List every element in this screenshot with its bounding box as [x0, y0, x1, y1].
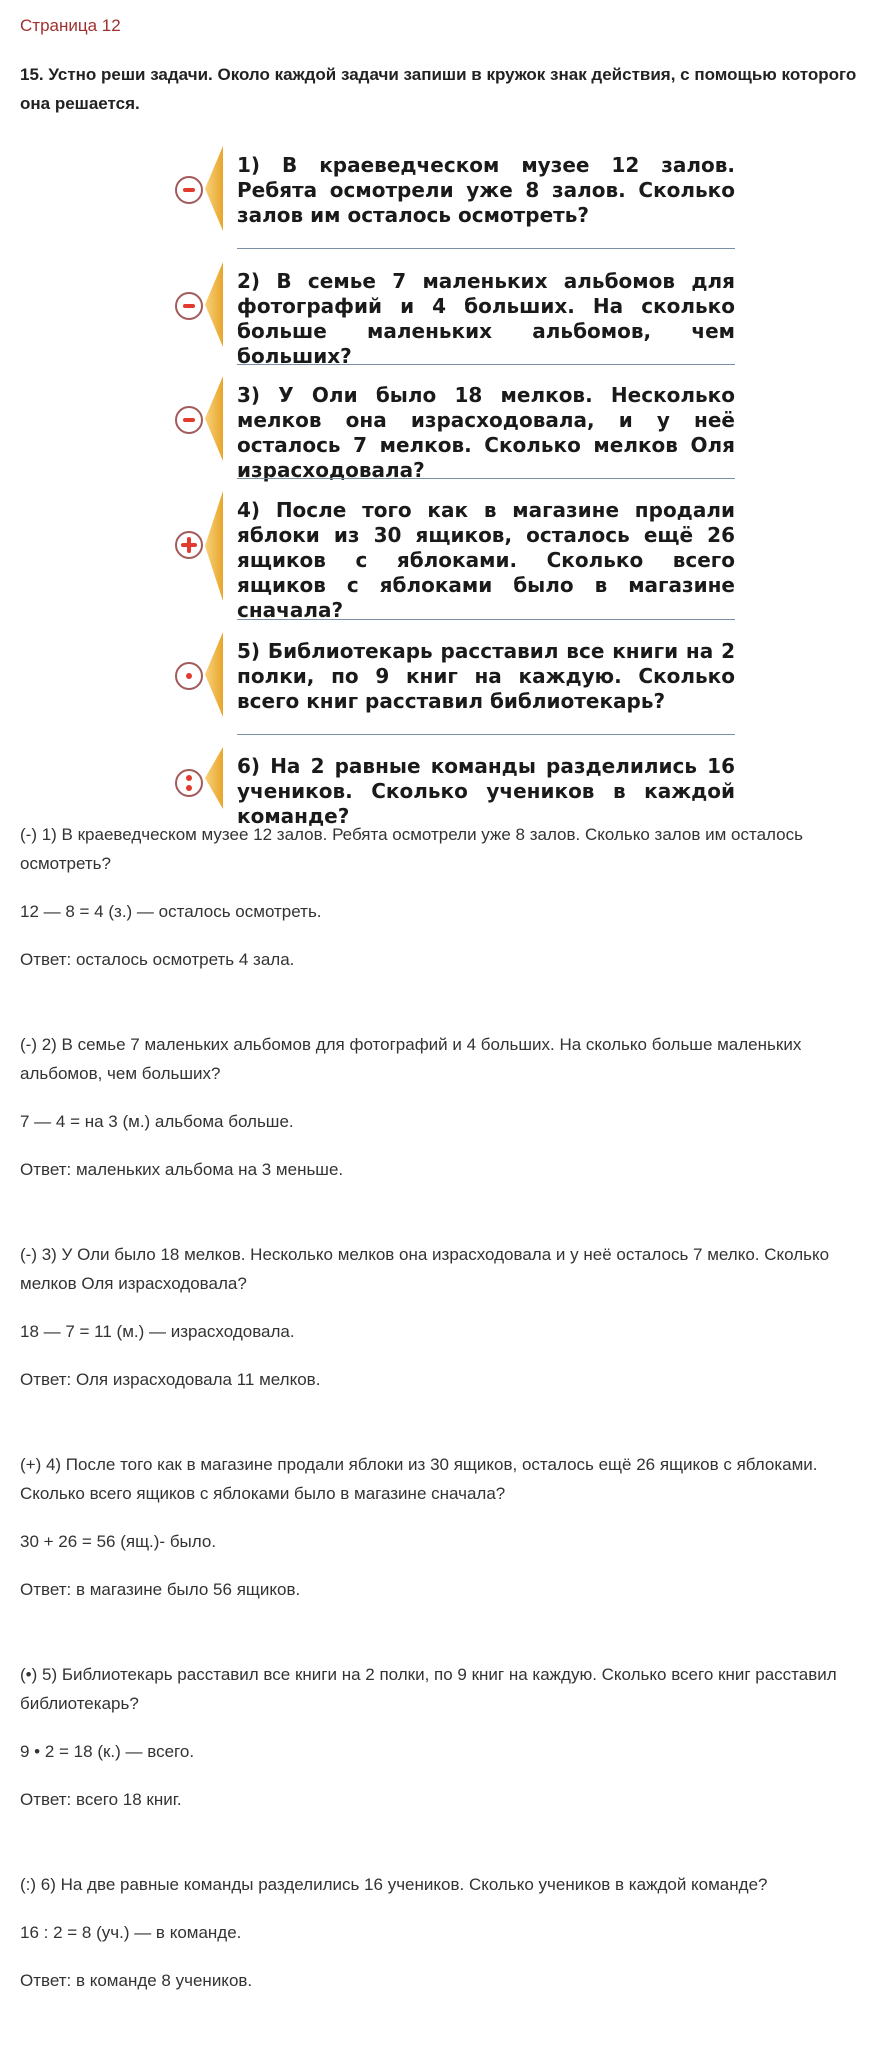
solution-equation: 7 — 4 = на 3 (м.) альбома больше. — [20, 1112, 294, 1131]
solution-answer: Ответ: осталось осмотреть 4 зала. — [20, 950, 295, 969]
problem-text: 6) На 2 равные команды разделились 16 учеников. Сколько учеников в каждой команде? — [237, 754, 735, 828]
problem-separator — [237, 478, 735, 479]
dot-sign-icon — [175, 662, 203, 690]
solution-answer: Ответ: в магазине было 56 ящиков. — [20, 1580, 301, 1599]
divide-sign-icon — [175, 769, 203, 797]
problem-separator — [237, 364, 735, 365]
problem-tab — [205, 747, 223, 809]
problem-tab — [205, 262, 223, 347]
problem-text: 1) В краеведческом музее 12 залов. Ребята осмотрели уже 8 залов. Сколько залов им осталось осмотреть? — [237, 153, 735, 227]
solution-question: (-) 2) В семье 7 маленьких альбомов для фотографий и 4 больших. На сколько больше маленьких альбомов, чем больших? — [20, 1035, 802, 1083]
problem-separator — [237, 248, 735, 249]
solution-question: (-) 3) У Оли было 18 мелков. Несколько мелков она израсходовала и у неё осталось 7 мелко. Сколько мелков Оля израсходовала? — [20, 1245, 830, 1293]
solution-equation: 16 : 2 = 8 (уч.) — в команде. — [20, 1923, 242, 1942]
solution-block — [20, 820, 870, 974]
solution-block — [20, 1240, 870, 1394]
task-heading: 15. Устно реши задачи. Около каждой задачи запиши в кружок знак действия, с помощью которого она решается. — [20, 65, 857, 113]
problem-tab — [205, 632, 223, 717]
problem-tab — [205, 376, 223, 461]
solution-block — [20, 1870, 870, 1995]
solution-equation: 9 • 2 = 18 (к.) — всего. — [20, 1742, 195, 1761]
problem-separator — [237, 734, 735, 735]
problem-tab — [205, 146, 223, 231]
solution-question: (+) 4) После того как в магазине продали яблоки из 30 ящиков, осталось ещё 26 ящиков с яблоками. Сколько всего ящиков с яблоками было в магазине сначала? — [20, 1455, 818, 1503]
solution-question: (:) 6) На две равные команды разделились 16 учеников. Сколько учеников в каждой команде? — [20, 1875, 768, 1894]
problem-text: 2) В семье 7 маленьких альбомов для фотографий и 4 больших. На сколько больше маленьких альбомов, чем больших? — [237, 269, 735, 368]
solution-answer: Ответ: в команде 8 учеников. — [20, 1971, 253, 1990]
solution-block — [20, 1660, 870, 1814]
solution-block — [20, 1030, 870, 1184]
minus-sign-icon — [175, 176, 203, 204]
problem-text: 4) После того как в магазине продали яблоки из 30 ящиков, осталось ещё 26 ящиков с яблоками. Сколько всего ящиков с яблоками было в магазине сначала? — [237, 498, 735, 622]
solution-equation: 30 + 26 = 56 (ящ.)- было. — [20, 1532, 217, 1551]
solutions — [20, 820, 870, 2051]
plus-sign-icon — [175, 531, 203, 559]
problem-separator — [237, 619, 735, 620]
solution-equation: 12 — 8 = 4 (з.) — осталось осмотреть. — [20, 902, 322, 921]
solution-question: (-) 1) В краеведческом музее 12 залов. Ребята осмотрели уже 8 залов. Сколько залов им осталось осмотреть? — [20, 825, 803, 873]
solution-answer: Ответ: всего 18 книг. — [20, 1790, 182, 1809]
solution-block — [20, 1450, 870, 1604]
minus-sign-icon — [175, 292, 203, 320]
problem-tab — [205, 491, 223, 601]
page-title: Страница 12 — [20, 16, 121, 35]
problem-text: 3) У Оли было 18 мелков. Несколько мелков она израсходовала, и у неё осталось 7 мелков. Сколько мелков Оля израсходовала? — [237, 383, 735, 482]
minus-sign-icon — [175, 406, 203, 434]
solution-question: (•) 5) Библиотекарь расставил все книги на 2 полки, по 9 книг на каждую. Сколько всего книг расставил библиотекарь? — [20, 1665, 837, 1713]
problem-text: 5) Библиотекарь расставил все книги на 2 полки, по 9 книг на каждую. Сколько всего книг расставил библиотекарь? — [237, 639, 735, 713]
solution-answer: Ответ: Оля израсходовала 11 мелков. — [20, 1370, 321, 1389]
solution-equation: 18 — 7 = 11 (м.) — израсходовала. — [20, 1322, 295, 1341]
solution-answer: Ответ: маленьких альбома на 3 меньше. — [20, 1160, 344, 1179]
